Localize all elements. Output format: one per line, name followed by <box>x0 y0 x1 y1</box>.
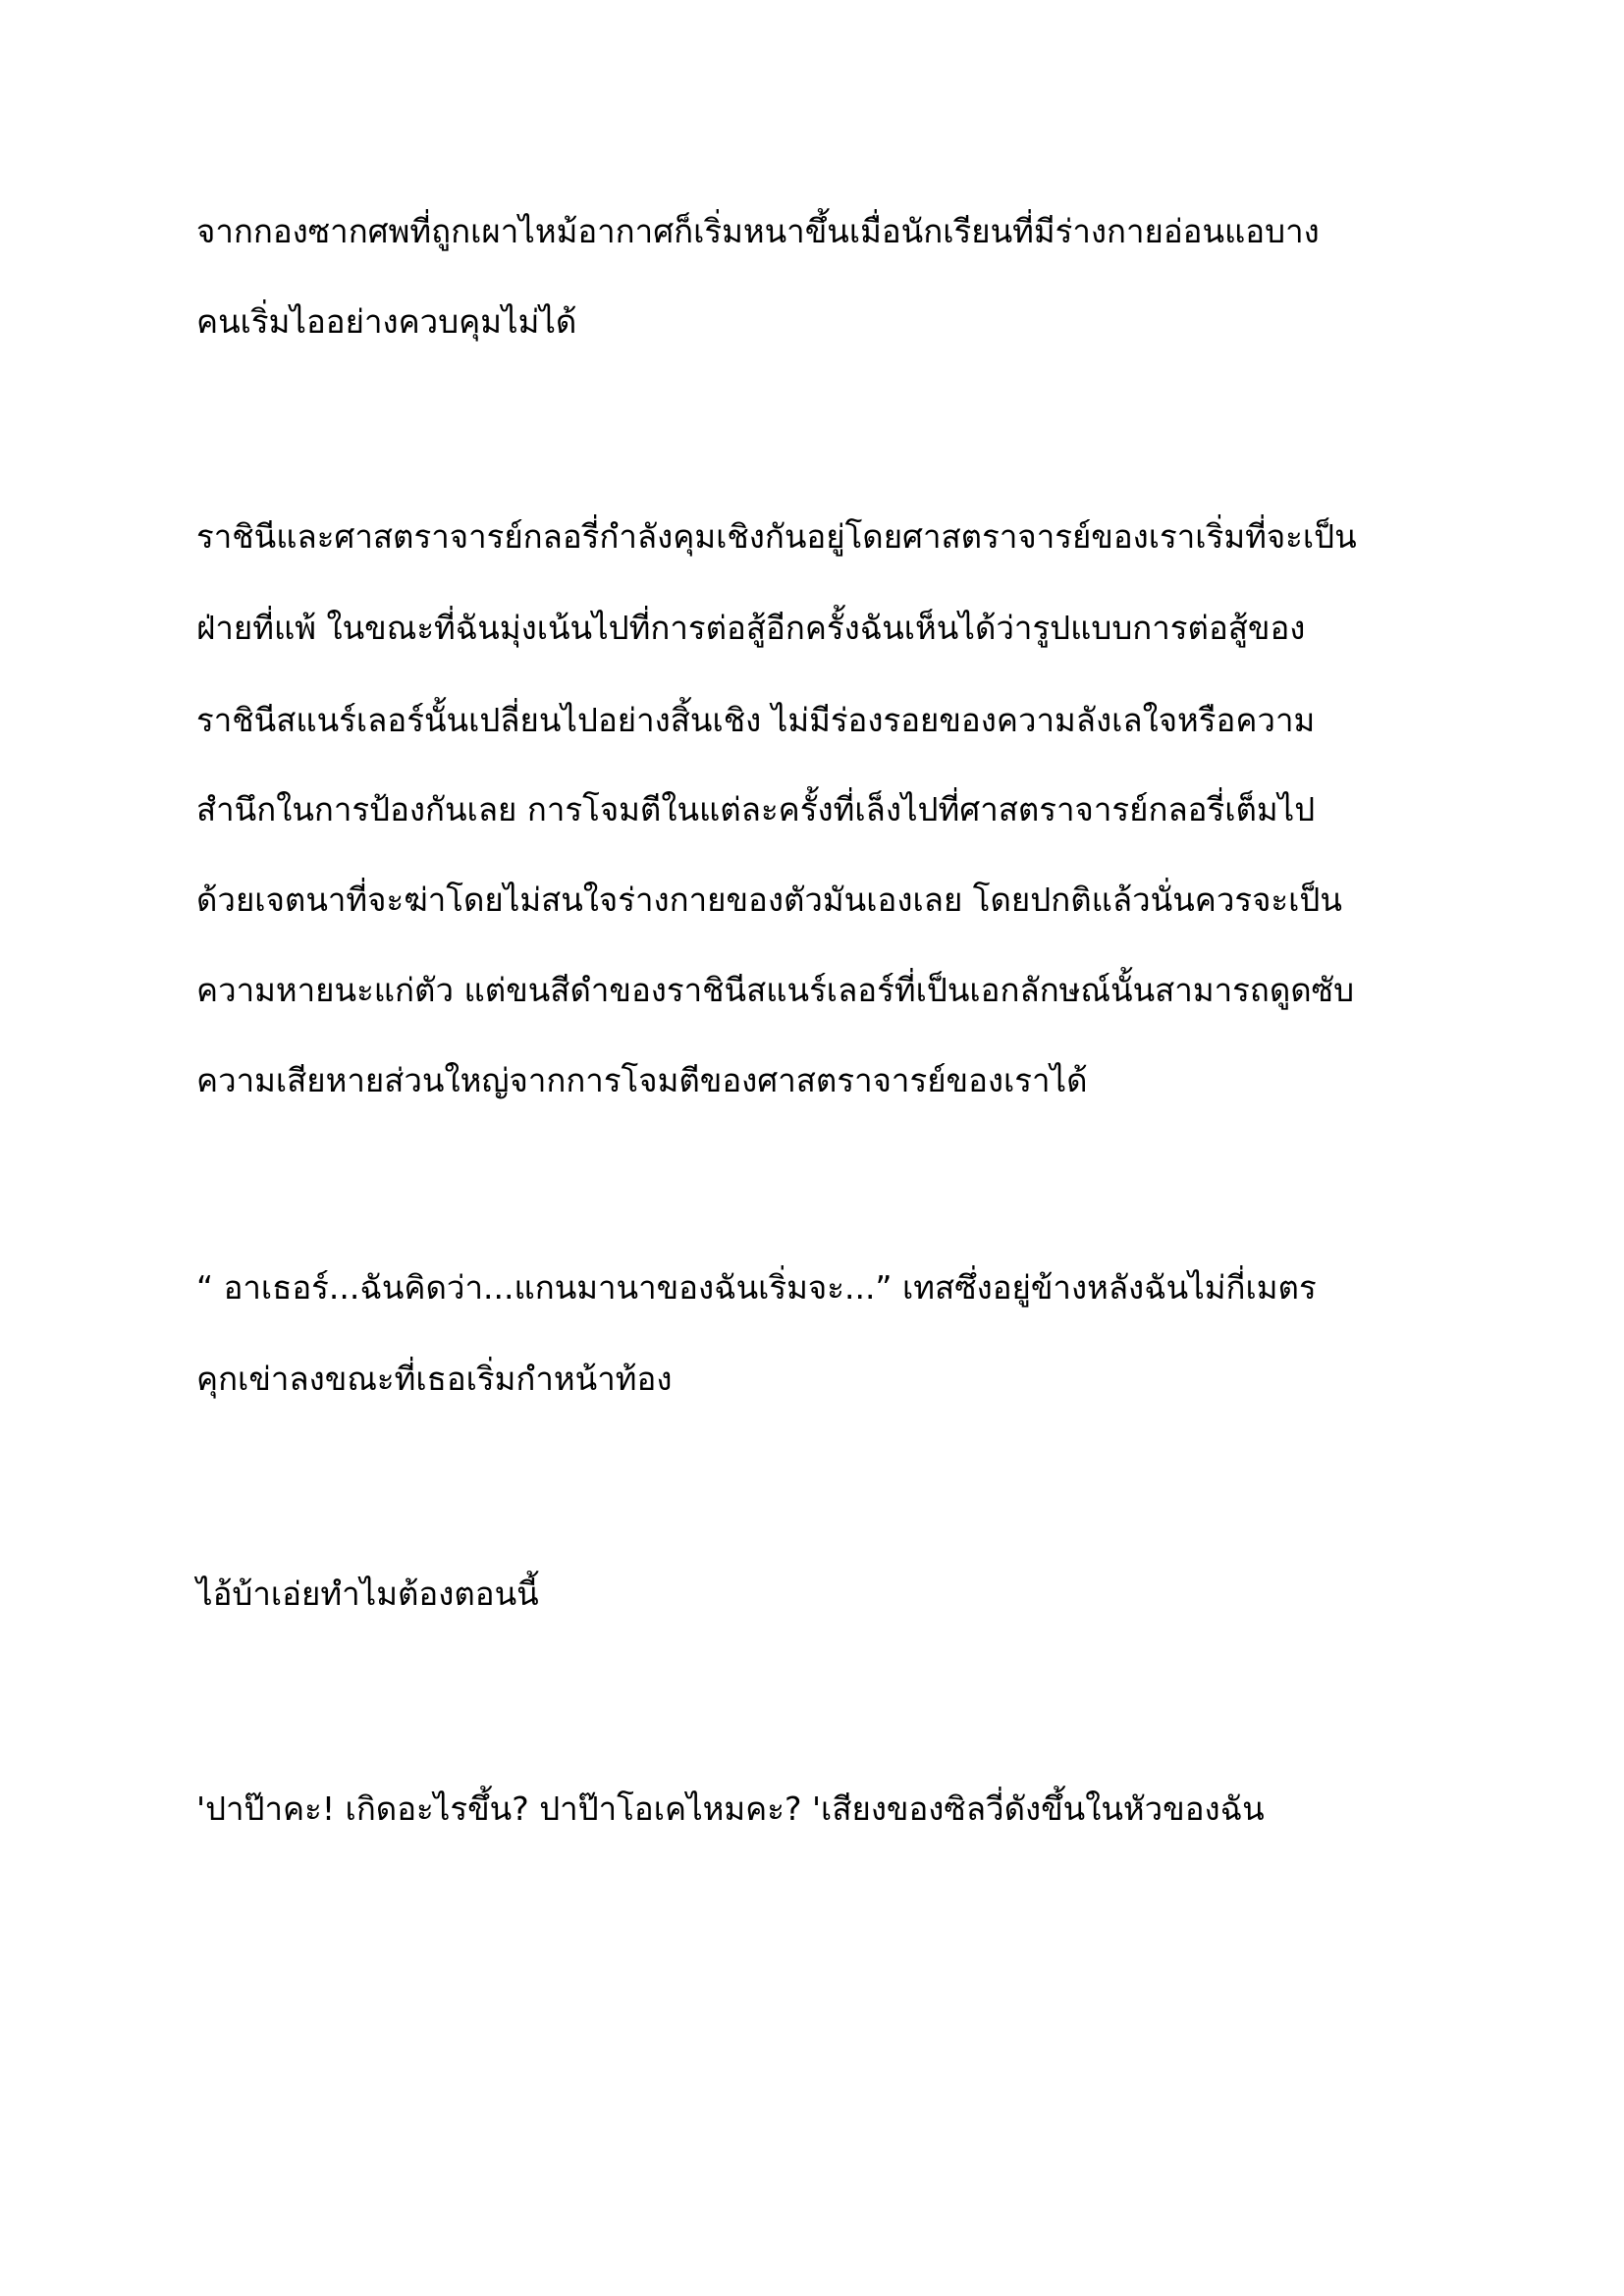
paragraph-2-line-3: ราชินีสแนร์เลอร์นั้นเปลี่ยนไปอย่างสิ้นเชิง ไม่มีร่องรอยของความลังเลใจหรือความ <box>196 701 1316 739</box>
paragraph-2-line-2: ฝ่ายที่แพ้ ในขณะที่ฉันมุ่งเน้นไปที่การต่อสู้อีกครั้งฉันเห็นได้ว่ารูปแบบการต่อสู้ของ <box>196 609 1306 647</box>
paragraph-2-line-6: ความหายนะแก่ตัว แต่ขนสีดำของราชินีสแนร์เลอร์ที่เป็นเอกลักษณ์นั้นสามารถดูดซับ <box>196 971 1355 1009</box>
paragraph-4-line-1: ไอ้บ้าเอ่ยทำไมต้องตอนนี้ <box>196 1575 539 1613</box>
paragraph-2-line-4: สำนึกในการป้องกันเลย การโจมตีในแต่ละครั้งที่เล็งไปที่ศาสตราจารย์กลอรี่เต็มไป <box>196 790 1316 828</box>
paragraph-3-line-2: คุกเข่าลงขณะที่เธอเริ่มกำหน้าท้อง <box>196 1360 673 1398</box>
paragraph-3-line-1: “ อาเธอร์...ฉันคิดว่า...แกนมานาของฉันเริ่มจะ...” เทสซึ่งอยู่ข้างหลังฉันไม่กี่เมตร <box>196 1268 1317 1307</box>
paragraph-2-line-5: ด้วยเจตนาที่จะฆ่าโดยไม่สนใจร่างกายของตัวมันเองเลย โดยปกติแล้วนั่นควรจะเป็น <box>196 881 1342 919</box>
paragraph-1-line-2: คนเริ่มไออย่างควบคุมไม่ได้ <box>196 302 577 341</box>
paragraph-2-line-1: ราชินีและศาสตราจารย์กลอรี่กำลังคุมเชิงกันอยู่โดยศาสตราจารย์ของเราเริ่มที่จะเป็น <box>196 517 1357 556</box>
paragraph-5-line-1: 'ปาป๊าคะ! เกิดอะไรขึ้น? ปาป๊าโอเคไหมคะ? 'เสียงของซิลวี่ดังขึ้นในหัวของฉัน <box>196 1789 1265 1828</box>
paragraph-1-line-1: จากกองซากศพที่ถูกเผาไหม้อากาศก็เริ่มหนาขึ้นเมื่อนักเรียนที่มีร่างกายอ่อนแอบาง <box>196 212 1320 250</box>
paragraph-2-line-7: ความเสียหายส่วนใหญ่จากการโจมตีของศาสตราจารย์ของเราได้ <box>196 1061 1088 1099</box>
